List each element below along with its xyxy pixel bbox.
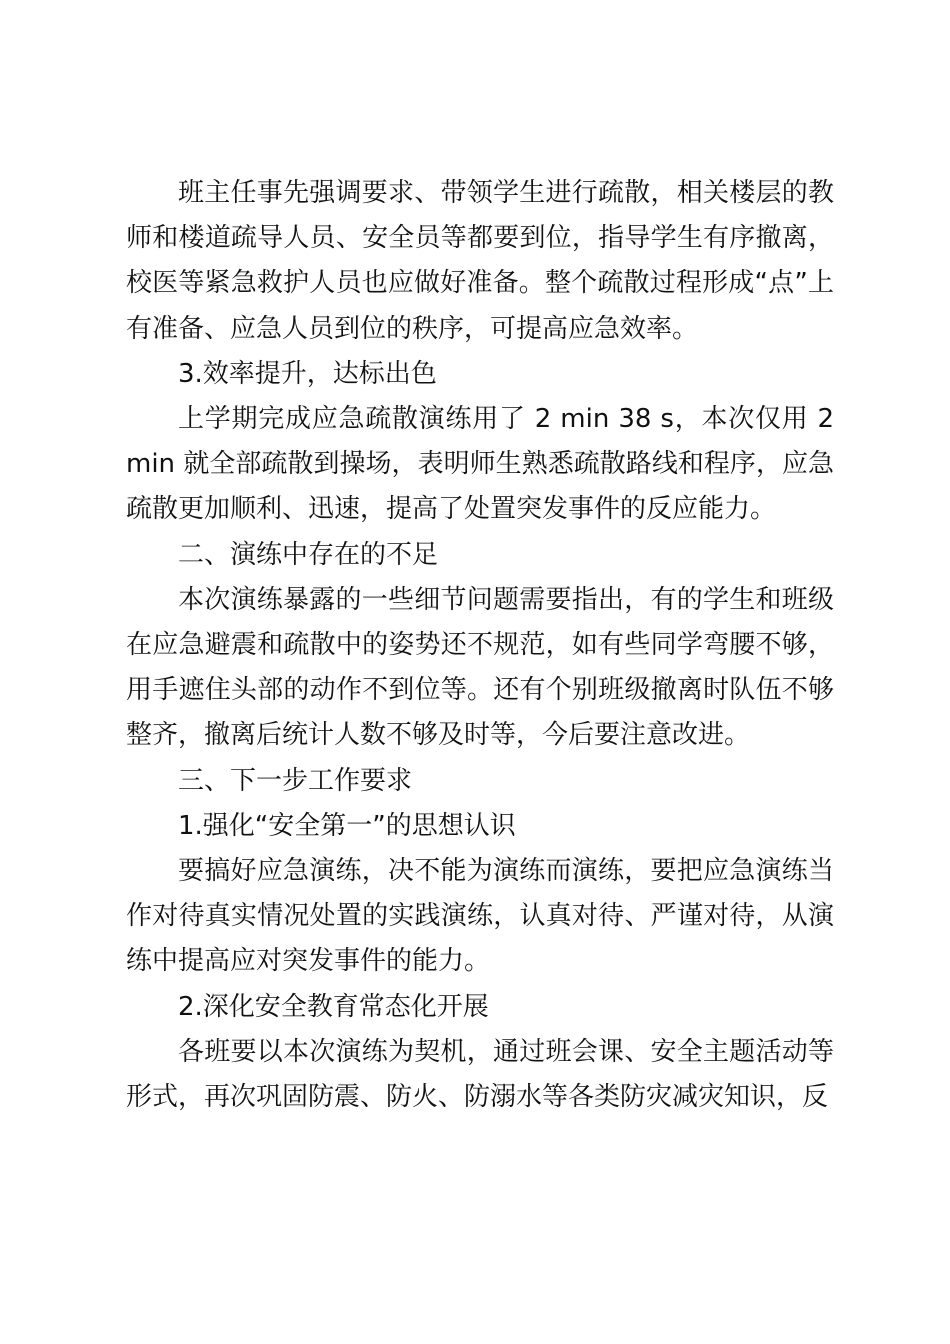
heading-efficiency-improvement: 3.效率提升，达标出色 — [178, 358, 437, 389]
paragraph-evacuation-organization: 班主任事先强调要求、带领学生进行疏散，相关楼层的教师和楼道疏导人员、安全员等都要到位，指导学生有序撤离，校医等紧急救护人员也应做好准备。整个疏散过程形成“点”上有准备、应急人员到位的秩序，可提高应急效率。 — [126, 178, 834, 344]
heading-next-steps: 三、下一步工作要求 — [178, 765, 413, 796]
heading-shortcomings: 二、演练中存在的不足 — [178, 539, 439, 570]
paragraph-safety-first: 要搞好应急演练，决不能为演练而演练，要把应急演练当作对待真实情况处置的实践演练，认真对待、严谨对待，从演练中提高应对突发事件的能力。 — [126, 856, 834, 977]
heading-safety-first: 1.强化“安全第一”的思想认识 — [178, 810, 516, 841]
paragraph-shortcomings: 本次演练暴露的一些细节问题需要指出，有的学生和班级在应急避震和疏散中的姿势还不规范，如有些同学弯腰不够，用手遮住头部的动作不到位等。还有个别班级撤离时队伍不够整齐，撤离后统计人数不够及时等，今后要注意改进。 — [126, 584, 834, 751]
paragraph-evacuation-time: 上学期完成应急疏散演练用了 2 min 38 s，本次仅用 2 min 就全部疏散到操场，表明师生熟悉疏散路线和程序，应急疏散更加顺利、迅速，提高了处置突发事件的反应能力。 — [126, 404, 834, 525]
heading-safety-education: 2.深化安全教育常态化开展 — [178, 991, 489, 1022]
paragraph-safety-education: 各班要以本次演练为契机，通过班会课、安全主题活动等形式，再次巩固防震、防火、防溺水等各类防灾减灾知识，反 — [126, 1036, 834, 1113]
document-body — [126, 171, 834, 1120]
